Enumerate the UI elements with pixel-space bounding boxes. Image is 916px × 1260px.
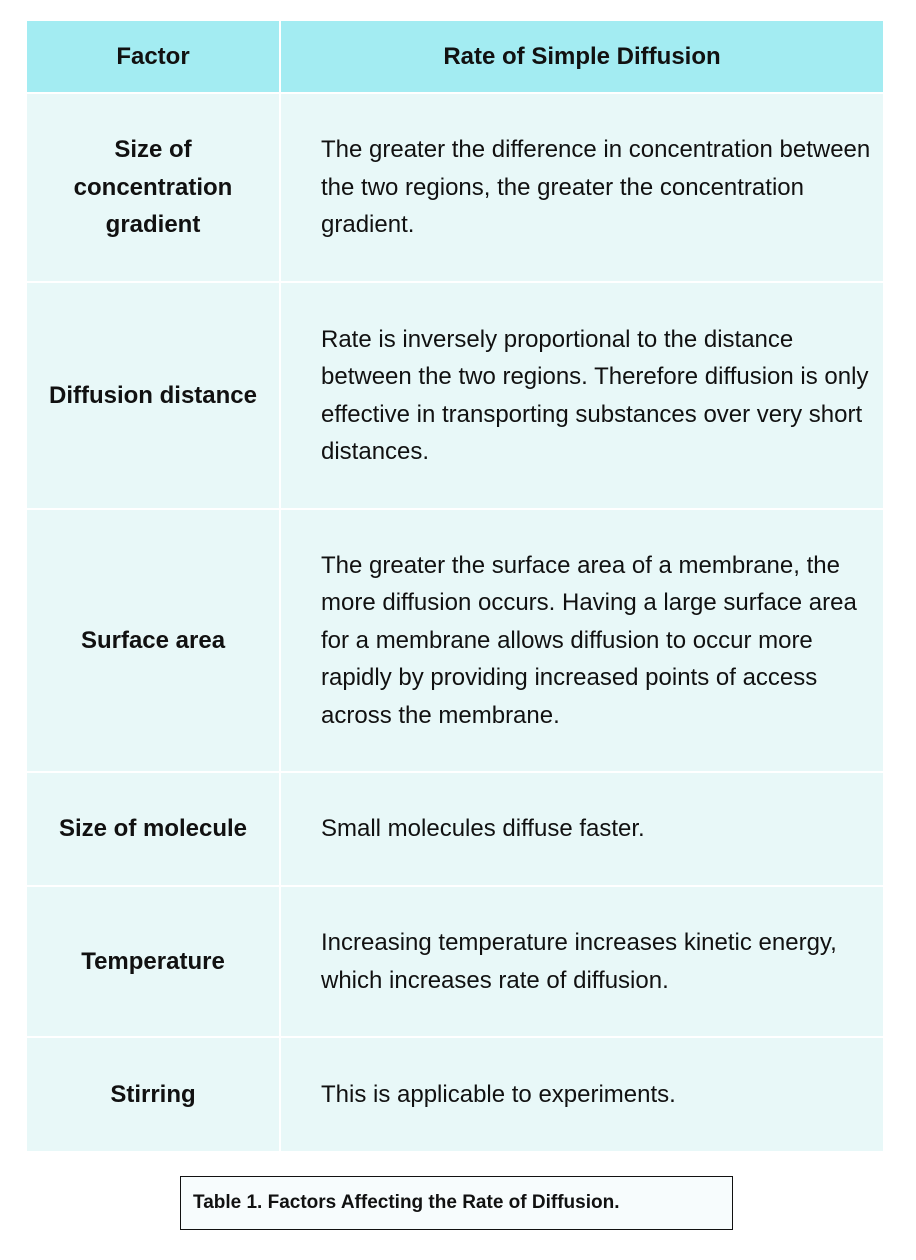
description-cell: Small molecules diffuse faster.: [321, 815, 645, 843]
description-cell: This is applicable to experiments.: [321, 1080, 676, 1108]
factor-cell: Surface area: [27, 510, 281, 771]
table-row: [27, 94, 883, 283]
description-cell: The greater the surface area of a membrane, the more diffusion occurs. Having a large surface area for a membrane allows diffusion to occur more rapidly by providing increased points of access across the membrane.: [321, 551, 857, 729]
factor-cell: Temperature: [27, 887, 281, 1036]
table-row: [27, 887, 883, 1038]
table-caption: Table 1. Factors Affecting the Rate of Diffusion.: [180, 1176, 733, 1230]
description-cell: Rate is inversely proportional to the distance between the two regions. Therefore diffusion is only effective in transporting substances over very short distances.: [321, 325, 869, 465]
header-rate: Rate of Simple Diffusion: [443, 42, 721, 70]
factor-cell: Diffusion distance: [27, 283, 281, 508]
factor-cell: Size of molecule: [27, 773, 281, 885]
description-cell: The greater the difference in concentration between the two regions, the greater the concentration gradient.: [321, 136, 871, 239]
factor-cell: Stirring: [27, 1038, 281, 1151]
header-factor: Factor: [27, 21, 281, 92]
diffusion-factors-table: [27, 21, 883, 1151]
factor-cell: Size of concentration gradient: [27, 94, 281, 281]
table-row: [27, 510, 883, 773]
table-row: [27, 283, 883, 510]
description-cell: Increasing temperature increases kinetic energy, which increases rate of diffusion.: [321, 929, 837, 994]
table-row: [27, 1038, 883, 1151]
table-header-row: [27, 21, 883, 94]
table-row: [27, 773, 883, 887]
